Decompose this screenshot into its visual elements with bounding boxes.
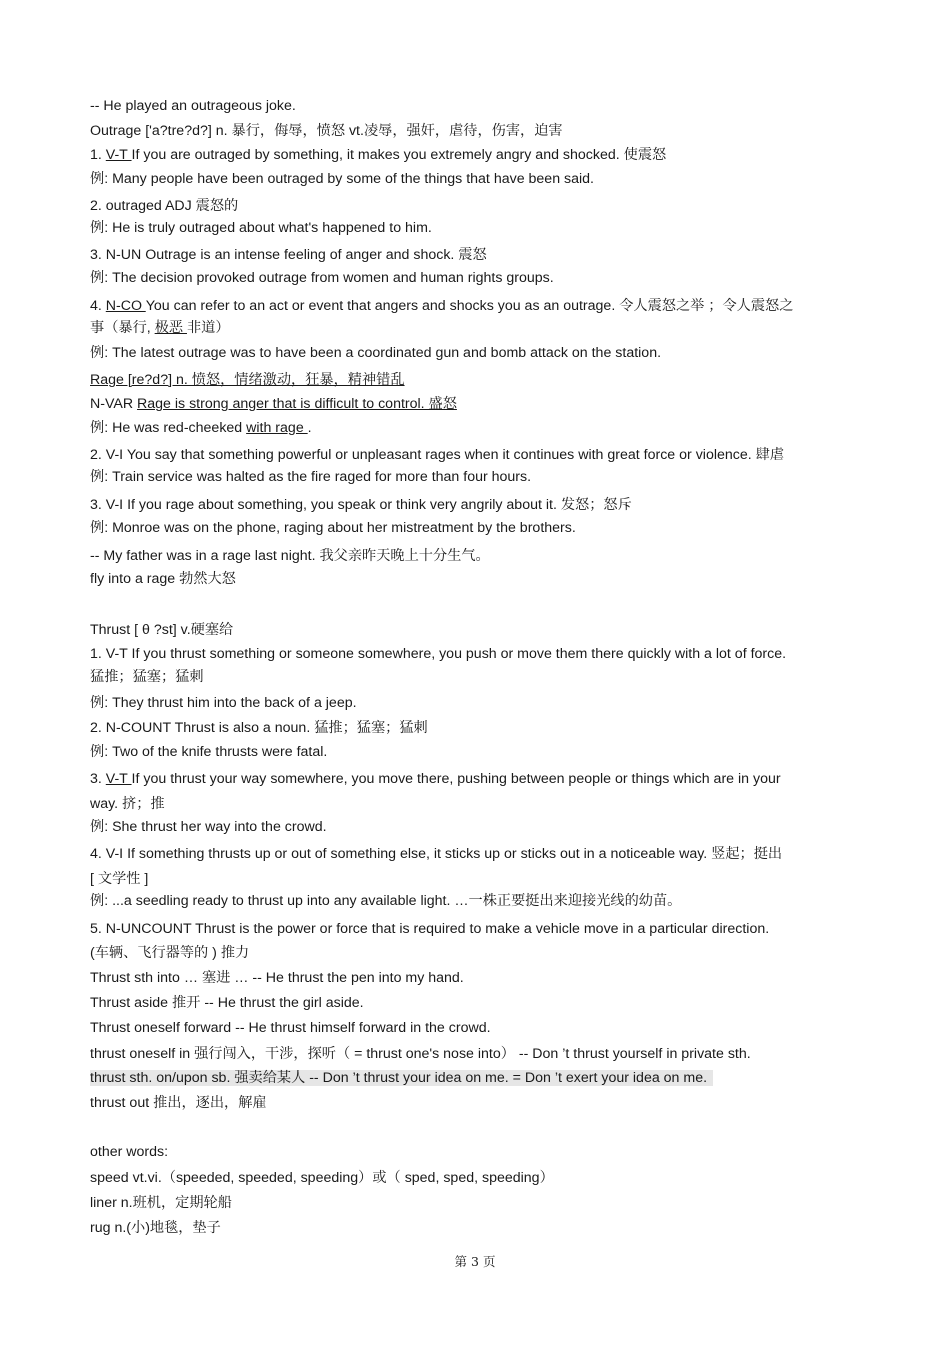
text-line (90, 743, 890, 761)
text-line (90, 1219, 890, 1237)
text-span: V-T (105, 646, 132, 662)
text-span: -- He played an outrageous joke. (90, 98, 296, 114)
text-line (90, 570, 890, 588)
label-tag: Rage is strong anger that is difficult to control. 盛怒 (137, 396, 457, 412)
text-line (90, 519, 890, 537)
text-span: thrust out 推出，逐出，解雇 (90, 1095, 267, 1111)
text-line (90, 1094, 890, 1112)
text-span: 例: The latest outrage was to have been a coordinated gun and bomb attack on the station. (90, 345, 662, 361)
text-span: N-UN (105, 247, 146, 263)
text-span: Thrust [ θ ?st] v.硬塞给 (90, 622, 234, 638)
text-span: 1. (90, 147, 106, 163)
text-span: 4. (90, 846, 106, 862)
text-span: [ 文学性 ] (90, 871, 149, 887)
text-line (90, 1019, 890, 1037)
text-span: 例: They thrust him into the back of a jeep. (90, 695, 357, 711)
text-span: 4. (90, 298, 106, 314)
text-span: V-I (105, 846, 128, 862)
text-span: 2. outraged ADJ 震怒的 (90, 198, 239, 214)
text-line (90, 371, 890, 389)
text-line (90, 870, 890, 888)
text-span: You can refer to an act or event that angers and shocks you as an outrage. 令人震怒之举 ；令人震怒之 (145, 298, 794, 314)
text-line (90, 1143, 890, 1161)
text-span: liner n.班机，定期轮船 (90, 1195, 232, 1211)
text-line (90, 1045, 890, 1063)
text-span: 3. (90, 247, 106, 263)
text-span: If you thrust something or someone somewhere, you push or move them there quickly with a lot of force. (131, 646, 787, 662)
text-span: Thrust aside 推开 -- He thrust the girl aside. (90, 995, 364, 1011)
label-tag: V-T (105, 771, 132, 787)
text-span: fly into a rage 勃然大怒 (90, 571, 236, 587)
text-line (90, 246, 890, 264)
text-span: 例: Train service was halted as the fire raged for more than four hours. (90, 469, 532, 485)
text-span: N-VAR (90, 396, 138, 412)
text-line (90, 969, 890, 987)
label-tag: Rage [re?d?] n. 愤怒，情绪激动，狂暴，精神错乱 (90, 372, 405, 388)
text-span: V-I (105, 497, 128, 513)
text-span: 例: Two of the knife thrusts were fatal. (90, 744, 328, 760)
text-line (90, 694, 890, 712)
text-line (90, 818, 890, 836)
text-line (90, 944, 890, 962)
text-line (90, 122, 890, 140)
text-line (90, 395, 890, 413)
label-tag: with rage (246, 420, 308, 436)
text-span: You say that something powerful or unpleasant rages when it continues with great force or violence. 肆虐 (126, 447, 785, 463)
text-span: 2. (90, 720, 106, 736)
text-span: rug n.(小)地毯，垫子 (90, 1220, 221, 1236)
text-span: 事（暴行, (90, 320, 155, 336)
text-span: 例: ...a seedling ready to thrust up into any available light. …一株正要挺出来迎接光线的幼苗。 (90, 893, 682, 909)
text-span: 例: The decision provoked outrage from women and human rights groups. (90, 270, 554, 286)
text-line (90, 97, 890, 115)
text-span: , sped, speeding） (435, 1170, 554, 1186)
text-span: 例: Monroe was on the phone, raging about her mistreatment by the brothers. (90, 520, 576, 536)
text-line (90, 719, 890, 737)
text-span: N-COUNT (105, 720, 175, 736)
label-tag: 极恶 (154, 320, 187, 336)
text-span: 例: He is truly outraged about what's happened to him. (90, 220, 432, 236)
text-line (90, 795, 890, 813)
text-span: thrust oneself in 强行闯入，干涉，探听（ = thrust one's nose into） -- Don ’t thrust yourself in private sth. (90, 1046, 751, 1062)
text-span: speed vt.vi.（speeded, speeded, speeding）或（ (90, 1170, 405, 1186)
text-line (90, 994, 890, 1012)
text-span: 3. (90, 771, 106, 787)
text-span: If you are outraged by something, it makes you extremely angry and shocked. 使震怒 (131, 147, 667, 163)
label-tag: V-T (105, 147, 132, 163)
text-span: 例: She thrust her way into the crowd. (90, 819, 327, 835)
text-line (90, 845, 890, 863)
text-line (90, 645, 890, 663)
text-line (90, 446, 890, 464)
text-span: (车辆、飞行器等的 ) 推力 (90, 945, 250, 961)
text-span: V-I (105, 447, 127, 463)
text-span: Thrust is also a noun. 猛推；猛塞；猛刺 (174, 720, 428, 736)
text-span: thrust sth. on/upon sb. 强卖给某人 -- Don ’t thrust your idea on me. = Don ’t exert your idea on me. (90, 1070, 713, 1086)
text-span: other words: (90, 1144, 169, 1160)
text-line (90, 547, 890, 565)
text-span: -- My father was in a rage last night. 我父亲昨天晚上十分生气。 (90, 548, 490, 564)
text-span: 例: Many people have been outraged by some of the things that have been said. (90, 171, 594, 187)
text-line (90, 1169, 890, 1187)
text-line (90, 668, 890, 686)
text-line (90, 1194, 890, 1212)
text-line (90, 419, 890, 437)
text-span: 2. (90, 447, 106, 463)
text-span: . (307, 420, 312, 436)
text-line (90, 197, 890, 215)
text-span: way. 挤；推 (90, 796, 165, 812)
text-line (90, 146, 890, 164)
text-line (90, 468, 890, 486)
text-span: 5. N-UNCOUNT Thrust is the power or force that is required to make a vehicle move in a particular direction. (90, 921, 770, 937)
text-line (90, 319, 890, 337)
text-span: 例: He was red-cheeked (90, 420, 247, 436)
text-line (90, 269, 890, 287)
text-line (90, 170, 890, 188)
label-tag: N-CO (105, 298, 146, 314)
text-line (90, 892, 890, 910)
page-number: 第 3 页 (454, 1254, 496, 1269)
text-line (90, 496, 890, 514)
text-line (90, 219, 890, 237)
text-span: If you thrust your way somewhere, you move there, pushing between people or things which are in your (131, 771, 781, 787)
text-span: Outrage ['a?tre?d?] n. 暴行，侮辱，愤怒 vt.凌辱，强奸，虐待，伤害，迫害 (90, 123, 563, 139)
text-span: Outrage is an intense feeling of anger and shock. 震怒 (145, 247, 487, 263)
text-span: If you rage about something, you speak or think very angrily about it. 发怒；怒斥 (127, 497, 632, 513)
text-span: 非道） (186, 320, 230, 336)
text-span: 1. (90, 646, 106, 662)
text-line (90, 1069, 890, 1087)
text-line (90, 770, 890, 788)
text-span: Thrust sth into … 塞进 … -- He thrust the pen into my hand. (90, 970, 464, 986)
text-line (90, 920, 890, 938)
text-span: 3. (90, 497, 106, 513)
text-line (90, 297, 890, 315)
text-span: sped (404, 1170, 436, 1186)
text-span: Thrust oneself forward -- He thrust himself forward in the crowd. (90, 1020, 491, 1036)
text-line (90, 344, 890, 362)
text-line (90, 621, 890, 639)
text-span: If something thrusts up or out of something else, it sticks up or sticks out in a noticeable way. 竖起；挺出 (127, 846, 783, 862)
text-span: 猛推；猛塞；猛刺 (90, 669, 204, 685)
